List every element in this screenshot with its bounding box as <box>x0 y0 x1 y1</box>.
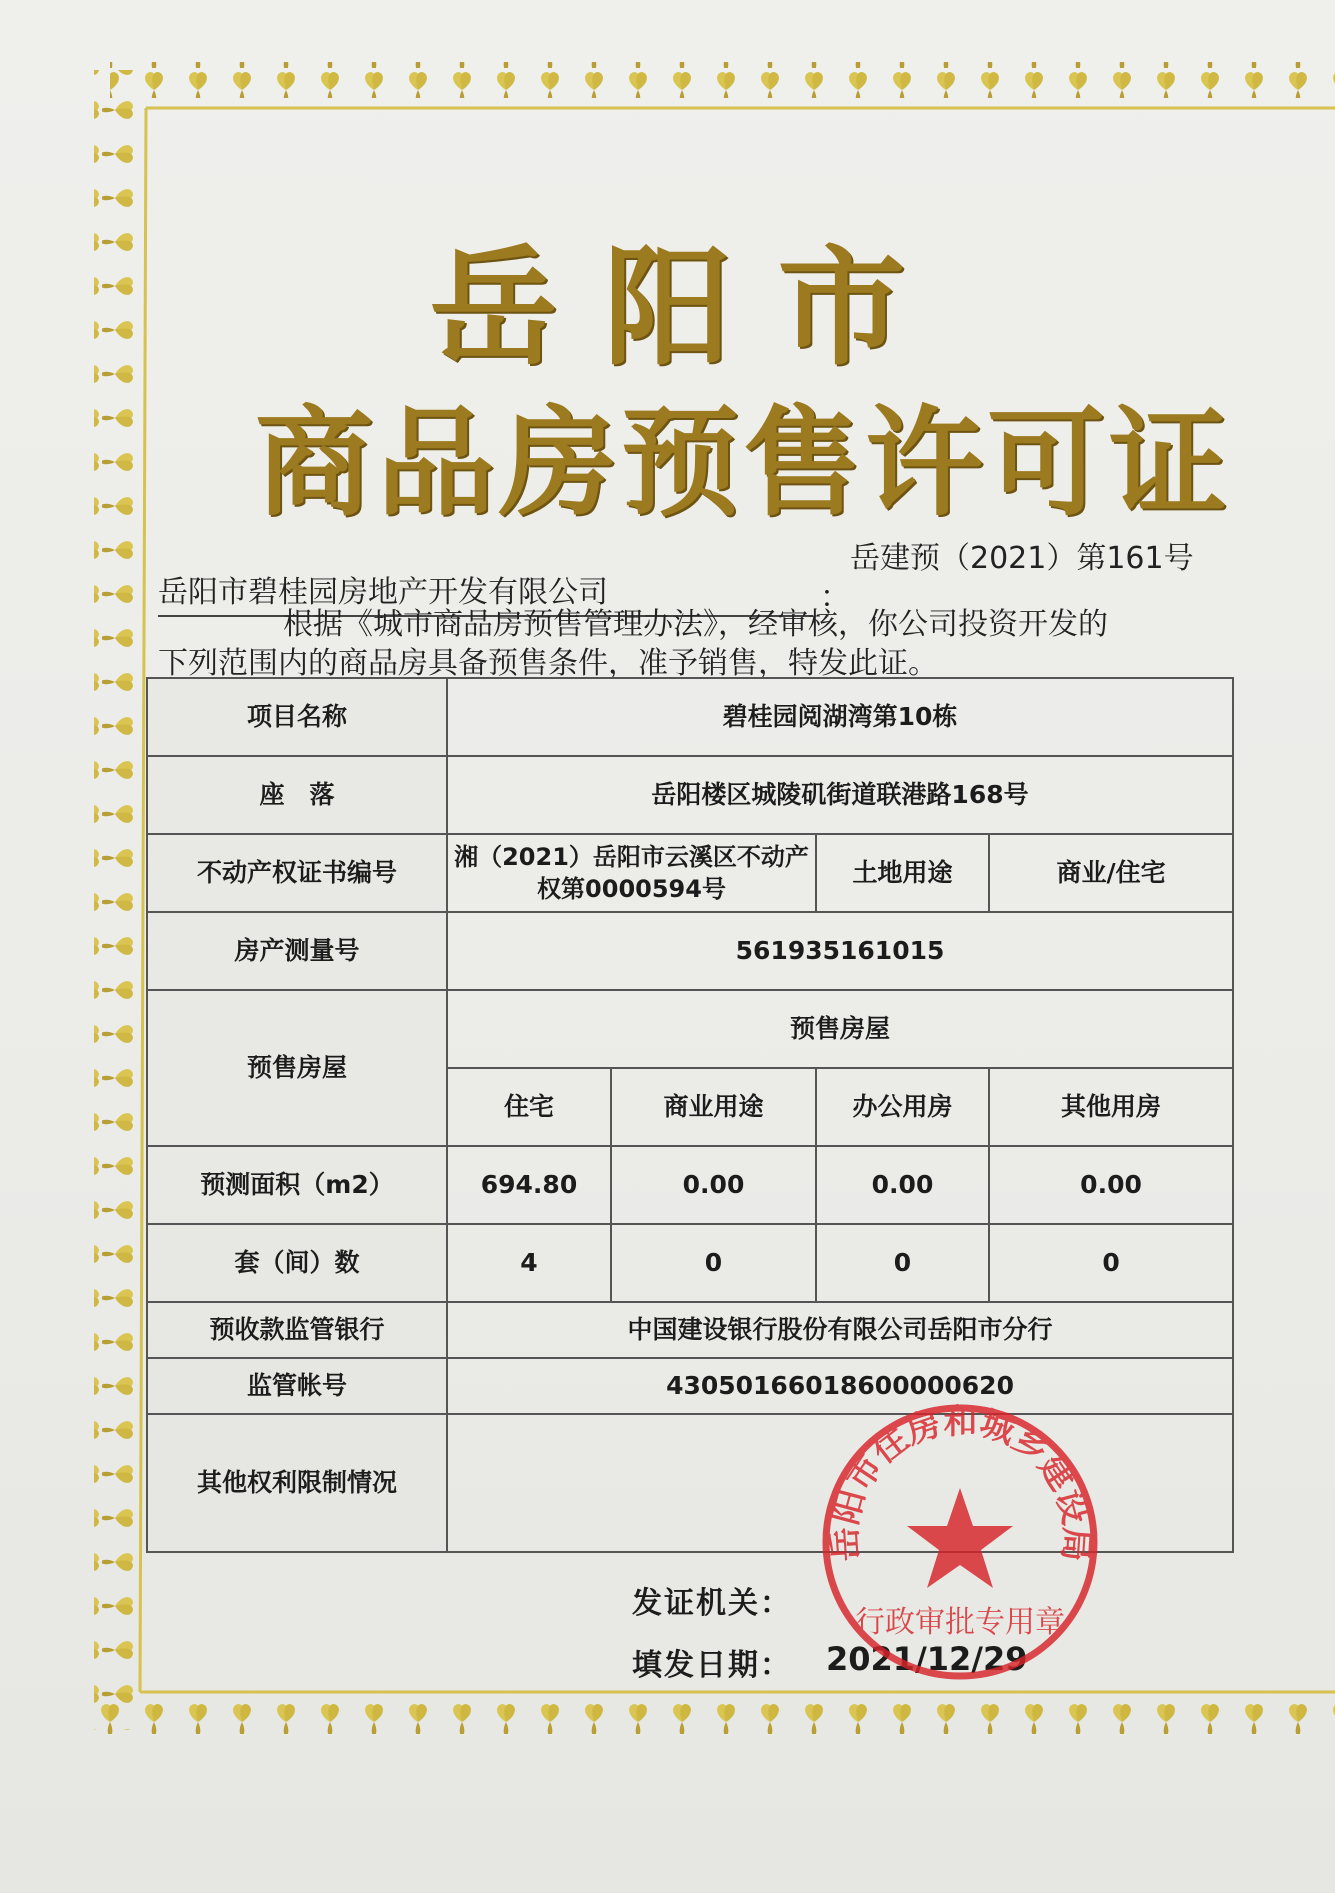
seal-center-text: 行政审批专用章 <box>855 1605 1065 1640</box>
units-commercial: 0 <box>611 1224 816 1302</box>
column-office: 办公用房 <box>816 1068 989 1146</box>
units-other: 0 <box>989 1224 1233 1302</box>
issue-date: 2021/12/29 <box>826 1640 1028 1678</box>
seal-ring-text: 岳阳市住房和城乡建设局 <box>824 1401 1097 1563</box>
land-use-value: 商业/住宅 <box>989 834 1233 912</box>
column-commercial: 商业用途 <box>611 1068 816 1146</box>
account-value: 43050166018600000620 <box>447 1358 1233 1414</box>
row-bank <box>147 1302 1233 1358</box>
intro-paragraph <box>158 605 1228 683</box>
units-residential: 4 <box>447 1224 611 1302</box>
row-area <box>147 1146 1233 1224</box>
project-name-value: 碧桂园阅湖湾第10栋 <box>447 678 1233 756</box>
row-units <box>147 1224 1233 1302</box>
intro-line-2: 下列范围内的商品房具备预售条件，准予销售，特发此证。 <box>158 646 938 681</box>
bank-label: 预收款监管银行 <box>147 1302 447 1358</box>
seal-star-icon <box>907 1488 1013 1588</box>
area-office: 0.00 <box>816 1146 989 1224</box>
land-use-label: 土地用途 <box>816 834 989 912</box>
bank-value: 中国建设银行股份有限公司岳阳市分行 <box>447 1302 1233 1358</box>
units-office: 0 <box>816 1224 989 1302</box>
survey-no-label: 房产测量号 <box>147 912 447 990</box>
issuer-label: 发证机关： <box>632 1586 792 1621</box>
property-cert-value: 湘（2021）岳阳市云溪区不动产权第0000594号 <box>447 834 816 912</box>
company-name: 岳阳市碧桂园房地产开发有限公司 <box>158 567 813 617</box>
account-label: 监管帐号 <box>147 1358 447 1414</box>
company-colon: ： <box>820 580 850 615</box>
date-label: 填发日期： <box>632 1648 792 1683</box>
area-label: 预测面积（m2） <box>147 1146 447 1224</box>
column-residential: 住宅 <box>447 1068 611 1146</box>
city-title: 岳阳市 <box>429 234 952 383</box>
intro-line-1: 根据《城市商品房预售管理办法》，经审核，你公司投资开发的 <box>283 607 1108 642</box>
location-label: 座 落 <box>147 756 447 834</box>
column-other: 其他用房 <box>989 1068 1233 1146</box>
presale-label: 预售房屋 <box>147 990 447 1146</box>
other-rights-label: 其他权利限制情况 <box>147 1414 447 1552</box>
survey-no-value: 561935161015 <box>447 912 1233 990</box>
area-commercial: 0.00 <box>611 1146 816 1224</box>
row-project-name <box>147 678 1233 756</box>
certificate-title: 商品房预售许可证 <box>255 394 1232 532</box>
presale-header: 预售房屋 <box>447 990 1233 1068</box>
area-residential: 694.80 <box>447 1146 611 1224</box>
row-location <box>147 756 1233 834</box>
official-seal <box>818 1400 1103 1685</box>
row-presale-header <box>147 990 1233 1068</box>
location-value: 岳阳楼区城陵矶街道联港路168号 <box>447 756 1233 834</box>
units-label: 套（间）数 <box>147 1224 447 1302</box>
row-survey-no <box>147 912 1233 990</box>
row-property-cert <box>147 834 1233 912</box>
property-cert-label: 不动产权证书编号 <box>147 834 447 912</box>
permit-number: 岳建预（2021）第161号 <box>850 541 1194 576</box>
area-other: 0.00 <box>989 1146 1233 1224</box>
project-name-label: 项目名称 <box>147 678 447 756</box>
